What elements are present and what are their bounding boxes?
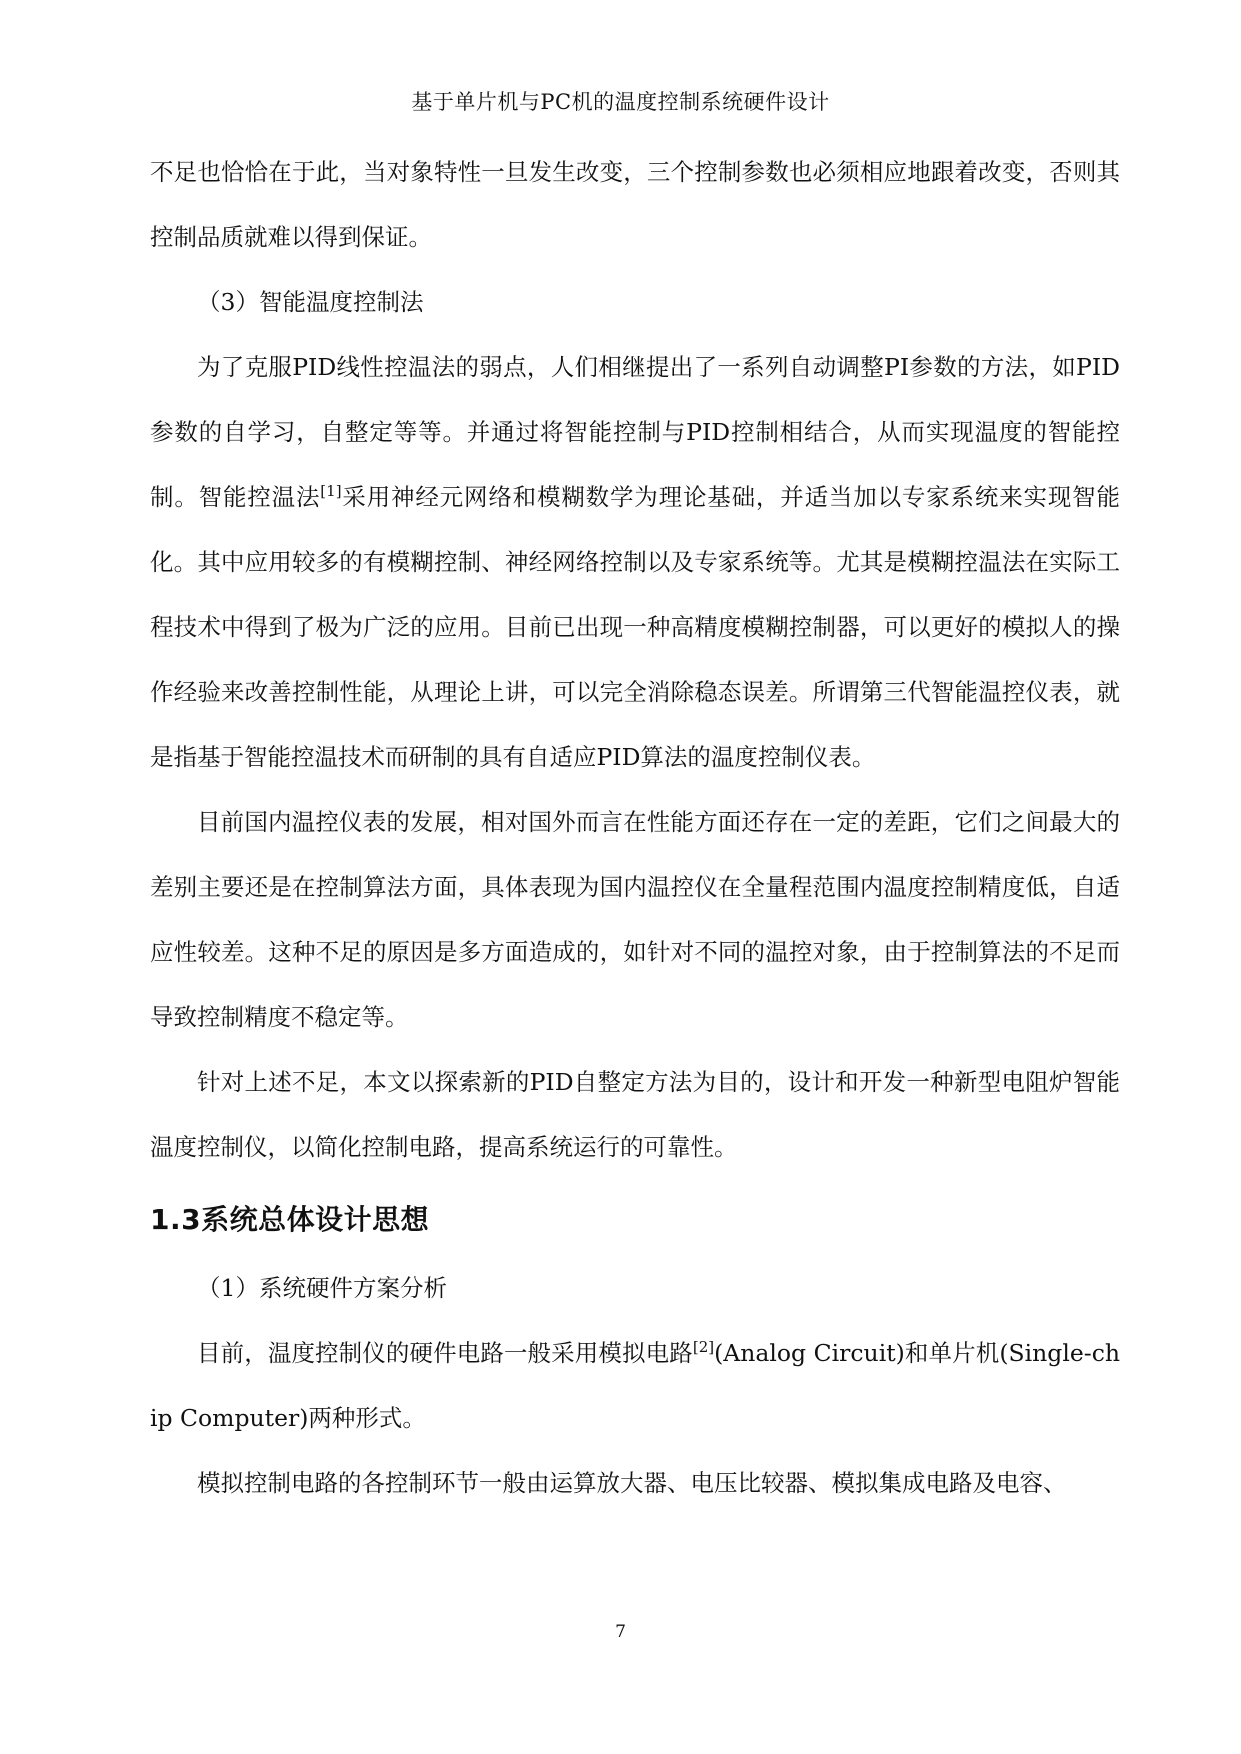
paragraph-hardware-forms [150,1321,1120,1451]
section-heading: 1.3系统总体设计思想 [150,1203,430,1236]
citation-marker: [1] [320,482,342,501]
paragraph-objective: 针对上述不足，本文以探索新的PID自整定方法为目的，设计和开发一种新型电阻炉智能温度控制仪，以简化控制电路，提高系统运行的可靠性。 [150,1068,1120,1161]
paragraph-analog-circuit: 模拟控制电路的各控制环节一般由运算放大器、电压比较器、模拟集成电路及电容、 [197,1469,1067,1497]
subheading-hardware-analysis: （1）系统硬件方案分析 [197,1274,447,1302]
paragraph-domestic-comparison: 目前国内温控仪表的发展，相对国外而言在性能方面还存在一定的差距，它们之间最大的差别主要还是在控制算法方面，具体表现为国内温控仪在全量程范围内温度控制精度低，自适应性较差。这种不足的原因是多方面造成的，如针对不同的温控对象，由于控制算法的不足而导致控制精度不稳定等。 [150,808,1120,1031]
paragraph-intelligent-control-text-b: 智能控温法 [198,483,321,511]
paragraph-continuation: 不足也恰恰在于此，当对象特性一旦发生改变，三个控制参数也必须相应地跟着改变，否则其控制品质就难以得到保证。 [150,158,1120,251]
body-text [150,140,1120,1516]
paragraph-intelligent-control [150,335,1120,790]
citation-marker: [2] [692,1338,715,1357]
page-number: 7 [615,1622,626,1642]
paragraph-hardware-forms-text-b: (Analog Circuit)和单片机(Single-chip Computer)两种形式。 [150,1339,1120,1432]
paragraph-hardware-forms-text-a: 目前，温度控制仪的硬件电路一般采用模拟电路 [197,1339,693,1367]
subheading-intelligent-control: （3）智能温度控制法 [197,288,424,316]
paragraph-intelligent-control-text-c: 采用神经元网络和模糊数学为理论基础，并适当加以专家系统来实现智能化。其中应用较多的有模糊控制、神经网络控制以及专家系统等。尤其是模糊控温法在实际工程技术中得到了极为广泛的应用。目前已出现一种高精度模糊控制器，可以更好的模拟人的操作经验来改善控制性能，从理论上讲，可以完全消除稳态误差。所谓第三代智能温控仪表，就是指基于智能控温技术而研制的具有自适应PID算法的温度控制仪表。 [150,483,1121,771]
running-header: 基于单片机与PC机的温度控制系统硬件设计 [411,90,830,114]
paragraph-intelligent-control-text-a: 为了克服PID线性控温法的弱点，人们相继提出了一系列自动调整PI参数的方法，如PID参数的自学习，自整定等等。并通过将智能控制与PID控制相结合，从而实现温度的智能控制。 [150,353,1120,511]
header-rule [150,121,1120,122]
